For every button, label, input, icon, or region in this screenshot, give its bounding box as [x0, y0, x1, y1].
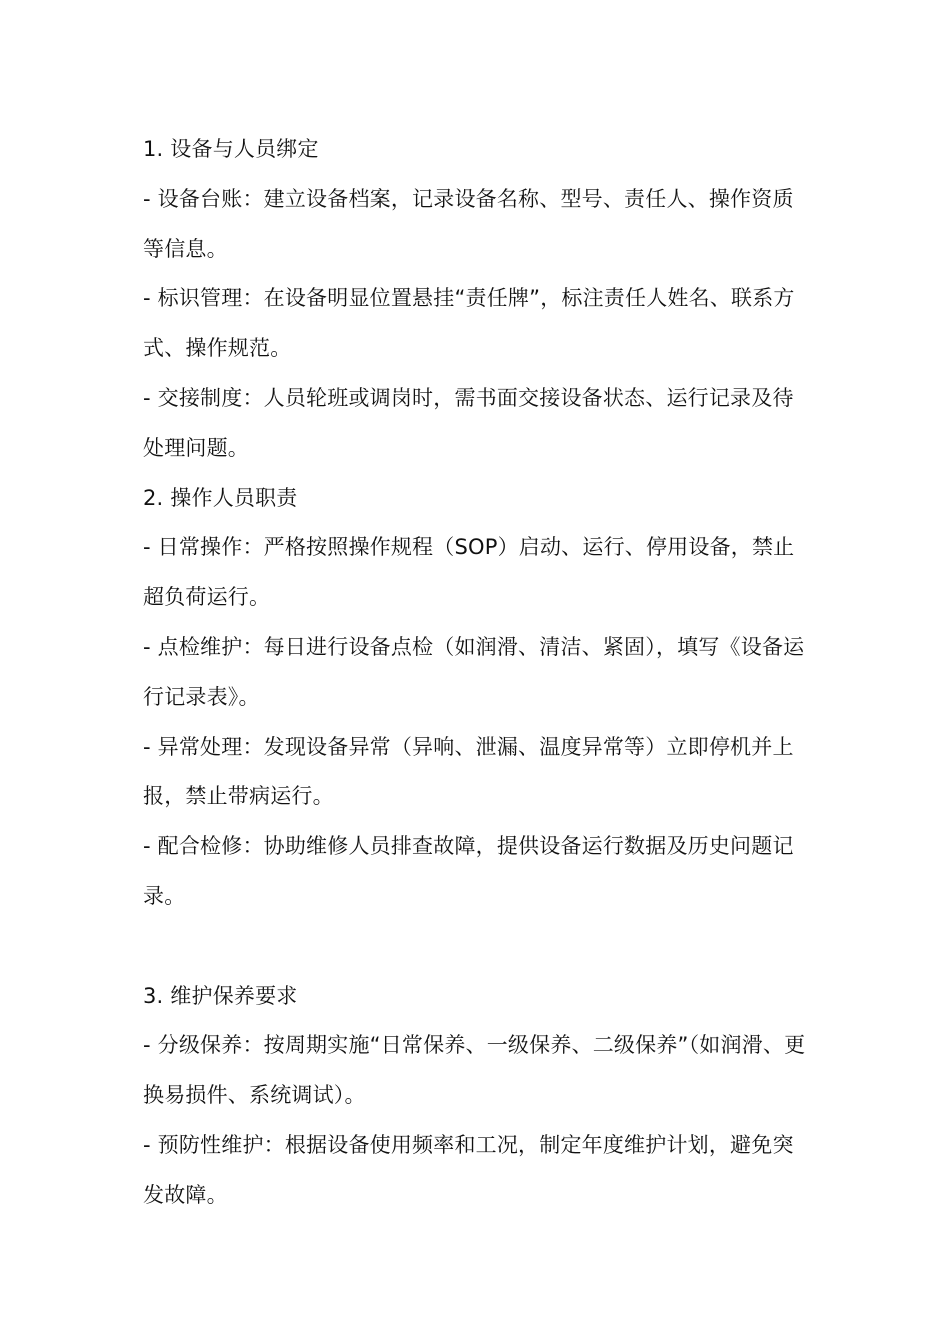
- section-2-heading: 2. 操作人员职责: [143, 485, 298, 510]
- document-page: [143, 125, 808, 1221]
- section-2-item-3: - 异常处理：发现设备异常（异响、泄漏、温度异常等）立即停机并上报，禁止带病运行。: [143, 734, 794, 809]
- section-1-item-3: - 交接制度：人员轮班或调岗时，需书面交接设备状态、运行记录及待处理问题。: [143, 385, 794, 460]
- section-2: [143, 474, 808, 922]
- section-2-item-4: - 配合检修：协助维修人员排查故障，提供设备运行数据及历史问题记录。: [143, 834, 794, 908]
- section-2-item-1: - 日常操作：严格按照操作规程（SOP）启动、运行、停用设备，禁止超负荷运行。: [143, 535, 795, 610]
- section-1-heading: 1. 设备与人员绑定: [143, 137, 319, 161]
- section-3-heading: 3. 维护保养要求: [143, 983, 298, 1008]
- section-2-item-2: - 点检维护：每日进行设备点检（如润滑、清洁、紧固），填写《设备运行记录表》。: [143, 634, 805, 709]
- section-1-item-1: - 设备台账：建立设备档案，记录设备名称、型号、责任人、操作资质等信息。: [143, 186, 794, 261]
- section-3-item-2: - 预防性维护：根据设备使用频率和工况，制定年度维护计划，避免突发故障。: [143, 1132, 794, 1207]
- section-1: [143, 125, 808, 474]
- section-3: [143, 972, 808, 1221]
- section-3-item-1: - 分级保养：按周期实施“日常保养、一级保养、二级保养”（如润滑、更换易损件、系统调试）。: [143, 1033, 806, 1108]
- section-1-item-2: - 标识管理：在设备明显位置悬挂“责任牌”，标注责任人姓名、联系方式、操作规范。: [143, 286, 795, 361]
- blank-line: [143, 922, 808, 972]
